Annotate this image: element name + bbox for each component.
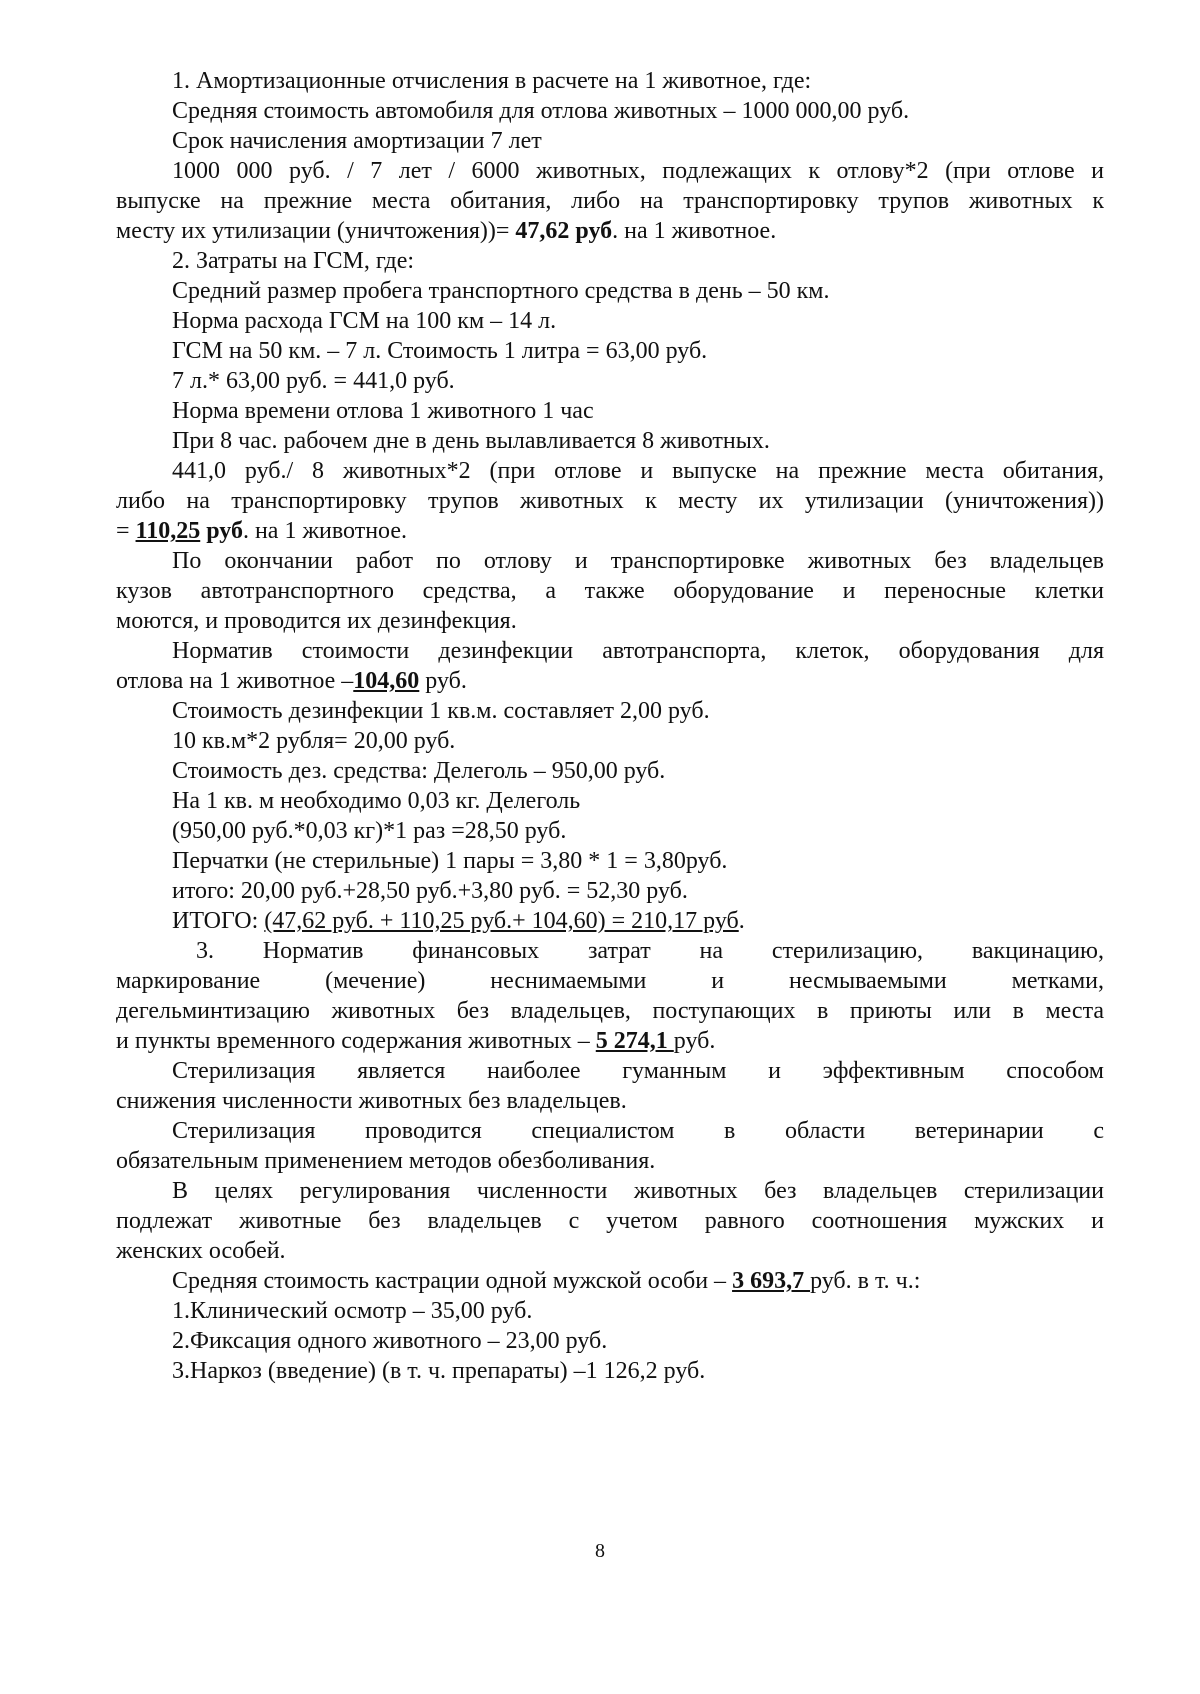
text-line	[196, 936, 1104, 966]
page-number: 8	[595, 1540, 605, 1562]
paragraph-text: .	[738, 908, 745, 934]
paragraph-text: ГСМ на 50 км. – 7 л. Стоимость 1 литра = 63,00 руб.	[172, 338, 708, 364]
text-line	[172, 276, 1104, 306]
text-line	[172, 426, 1104, 456]
paragraph-text: женских особей.	[116, 1238, 286, 1264]
text-line	[172, 1176, 1104, 1206]
text-line	[116, 666, 1104, 696]
list-item: 2.Фиксация одного животного – 23,00 руб.	[172, 1328, 608, 1354]
text-line	[172, 96, 1104, 126]
paragraph-text: либо на транспортировку трупов животных к месту их утилизации (уничтожения))	[116, 488, 1104, 514]
text-line	[116, 516, 1104, 546]
paragraph-text: дегельминтизацию животных без владельцев, поступающих в приюты или в места	[116, 998, 1104, 1024]
paragraph-text: Норматив стоимости дезинфекции автотранспорта, клеток, оборудования для	[172, 638, 1104, 664]
section-heading: 2. Затраты на ГСМ, где:	[172, 248, 415, 274]
text-line	[116, 1026, 1104, 1056]
text-line	[172, 876, 1104, 906]
text-line	[172, 636, 1104, 666]
paragraph-text: моются, и проводится их дезинфекция.	[116, 608, 517, 634]
text-line	[172, 1326, 1104, 1356]
text-line	[116, 606, 1104, 636]
text-line	[172, 366, 1104, 396]
paragraph-text: итого: 20,00 руб.+28,50 руб.+3,80 руб. = 52,30 руб.	[172, 878, 688, 904]
amount-bold-underlined: 110,25	[135, 518, 201, 544]
text-line	[116, 966, 1104, 996]
paragraph-text: выпуске на прежние места обитания, либо на транспортировку трупов животных к	[116, 188, 1104, 214]
amount-bold: 47,62 руб	[515, 218, 613, 244]
paragraph-text: Норма расхода ГСМ на 100 км – 14 л.	[172, 308, 557, 334]
list-item: 3.Наркоз (введение) (в т. ч. препараты) –1 126,2 руб.	[172, 1358, 706, 1384]
text-line	[172, 156, 1104, 186]
paragraph-text: руб.	[419, 668, 467, 694]
paragraph-text: Срок начисления амортизации 7 лет	[172, 128, 542, 154]
paragraph-text: ИТОГО:	[172, 908, 265, 934]
paragraph-text: 1. Амортизационные отчисления в расчете на 1 животное, где:	[172, 68, 812, 94]
text-line	[172, 786, 1104, 816]
paragraph-text: руб.	[673, 1028, 716, 1054]
text-line	[172, 1056, 1104, 1086]
text-line	[172, 1296, 1104, 1326]
text-line	[172, 726, 1104, 756]
text-line	[172, 546, 1104, 576]
paragraph-text: . на 1 животное.	[612, 218, 777, 244]
section-heading: 3. Норматив финансовых затрат на стерилизацию, вакцинацию,	[196, 938, 1104, 964]
text-line	[116, 1236, 1104, 1266]
amount-bold-underlined: 5 274,1	[595, 1028, 674, 1054]
paragraph-text: 10 кв.м*2 рубля= 20,00 руб.	[172, 728, 456, 754]
paragraph-text: Стерилизация проводится специалистом в области ветеринарии с	[172, 1118, 1104, 1144]
text-line	[116, 1146, 1104, 1176]
text-line	[172, 906, 1104, 936]
paragraph-text: Стоимость дез. средства: Делеголь – 950,00 руб.	[172, 758, 666, 784]
text-line	[172, 816, 1104, 846]
text-line	[172, 246, 1104, 276]
paragraph-text: По окончании работ по отлову и транспортировке животных без владельцев	[172, 548, 1104, 574]
paragraph-text: 7 л.* 63,00 руб. = 441,0 руб.	[172, 368, 455, 394]
amount-bold-underlined: 104,60	[353, 668, 420, 694]
text-line	[172, 1356, 1104, 1386]
paragraph-text: 441,0 руб./ 8 животных*2 (при отлове и выпуске на прежние места обитания,	[172, 458, 1104, 484]
text-line	[172, 1116, 1104, 1146]
paragraph-text: Перчатки (не стерильные) 1 пары = 3,80 * 1 = 3,80руб.	[172, 848, 728, 874]
text-line	[172, 696, 1104, 726]
paragraph-text: маркирование (мечение) неснимаемыми и несмываемыми метками,	[116, 968, 1104, 994]
amount-bold-underlined: 3 693,7	[732, 1268, 811, 1294]
paragraph-text: При 8 час. рабочем дне в день вылавливается 8 животных.	[172, 428, 770, 454]
paragraph-text: Стерилизация является наиболее гуманным и эффективным способом	[172, 1058, 1104, 1084]
paragraph-text: =	[116, 518, 136, 544]
paragraph-text: В целях регулирования численности животных без владельцев стерилизации	[172, 1178, 1104, 1204]
text-line	[116, 1206, 1104, 1236]
paragraph-text: . на 1 животное.	[242, 518, 408, 544]
total-underlined: (47,62 руб. + 110,25 руб.+ 104,60) = 210,17 руб	[264, 908, 739, 934]
text-line	[172, 126, 1104, 156]
paragraph-text: подлежат животные без владельцев с учетом равного соотношения мужских и	[116, 1208, 1104, 1234]
text-line	[116, 216, 1104, 246]
text-line	[116, 186, 1104, 216]
text-line	[172, 306, 1104, 336]
paragraph-text: Средняя стоимость кастрации одной мужской особи –	[172, 1268, 733, 1294]
paragraph-text: (950,00 руб.*0,03 кг)*1 раз =28,50 руб.	[172, 818, 567, 844]
text-line	[172, 456, 1104, 486]
paragraph-text: месту их утилизации (уничтожения))=	[116, 218, 516, 244]
paragraph-text: Средняя стоимость автомобиля для отлова животных – 1000 000,00 руб.	[172, 98, 910, 124]
text-line	[172, 396, 1104, 426]
text-line	[172, 66, 1104, 96]
list-item: 1.Клинический осмотр – 35,00 руб.	[172, 1298, 533, 1324]
amount-bold: руб	[200, 518, 243, 544]
text-line	[172, 846, 1104, 876]
paragraph-text: Стоимость дезинфекции 1 кв.м. составляет 2,00 руб.	[172, 698, 710, 724]
paragraph-text: и пункты временного содержания животных –	[116, 1028, 596, 1054]
paragraph-text: кузов автотранспортного средства, а также оборудование и переносные клетки	[116, 578, 1104, 604]
text-line	[116, 996, 1104, 1026]
text-line	[172, 756, 1104, 786]
text-line	[116, 576, 1104, 606]
text-line	[172, 1266, 1104, 1296]
paragraph-text: руб. в т. ч.:	[810, 1268, 921, 1294]
paragraph-text: обязательным применением методов обезболивания.	[116, 1148, 656, 1174]
text-line	[116, 1086, 1104, 1116]
paragraph-text: На 1 кв. м необходимо 0,03 кг. Делеголь	[172, 788, 581, 814]
text-line	[172, 336, 1104, 366]
paragraph-text: отлова на 1 животное –	[116, 668, 354, 694]
paragraph-text: снижения численности животных без владельцев.	[116, 1088, 627, 1114]
paragraph-text: 1000 000 руб. / 7 лет / 6000 животных, подлежащих к отлову*2 (при отлове и	[172, 158, 1104, 184]
text-line	[116, 486, 1104, 516]
paragraph-text: Средний размер пробега транспортного средства в день – 50 км.	[172, 278, 830, 304]
paragraph-text: Норма времени отлова 1 животного 1 час	[172, 398, 594, 424]
